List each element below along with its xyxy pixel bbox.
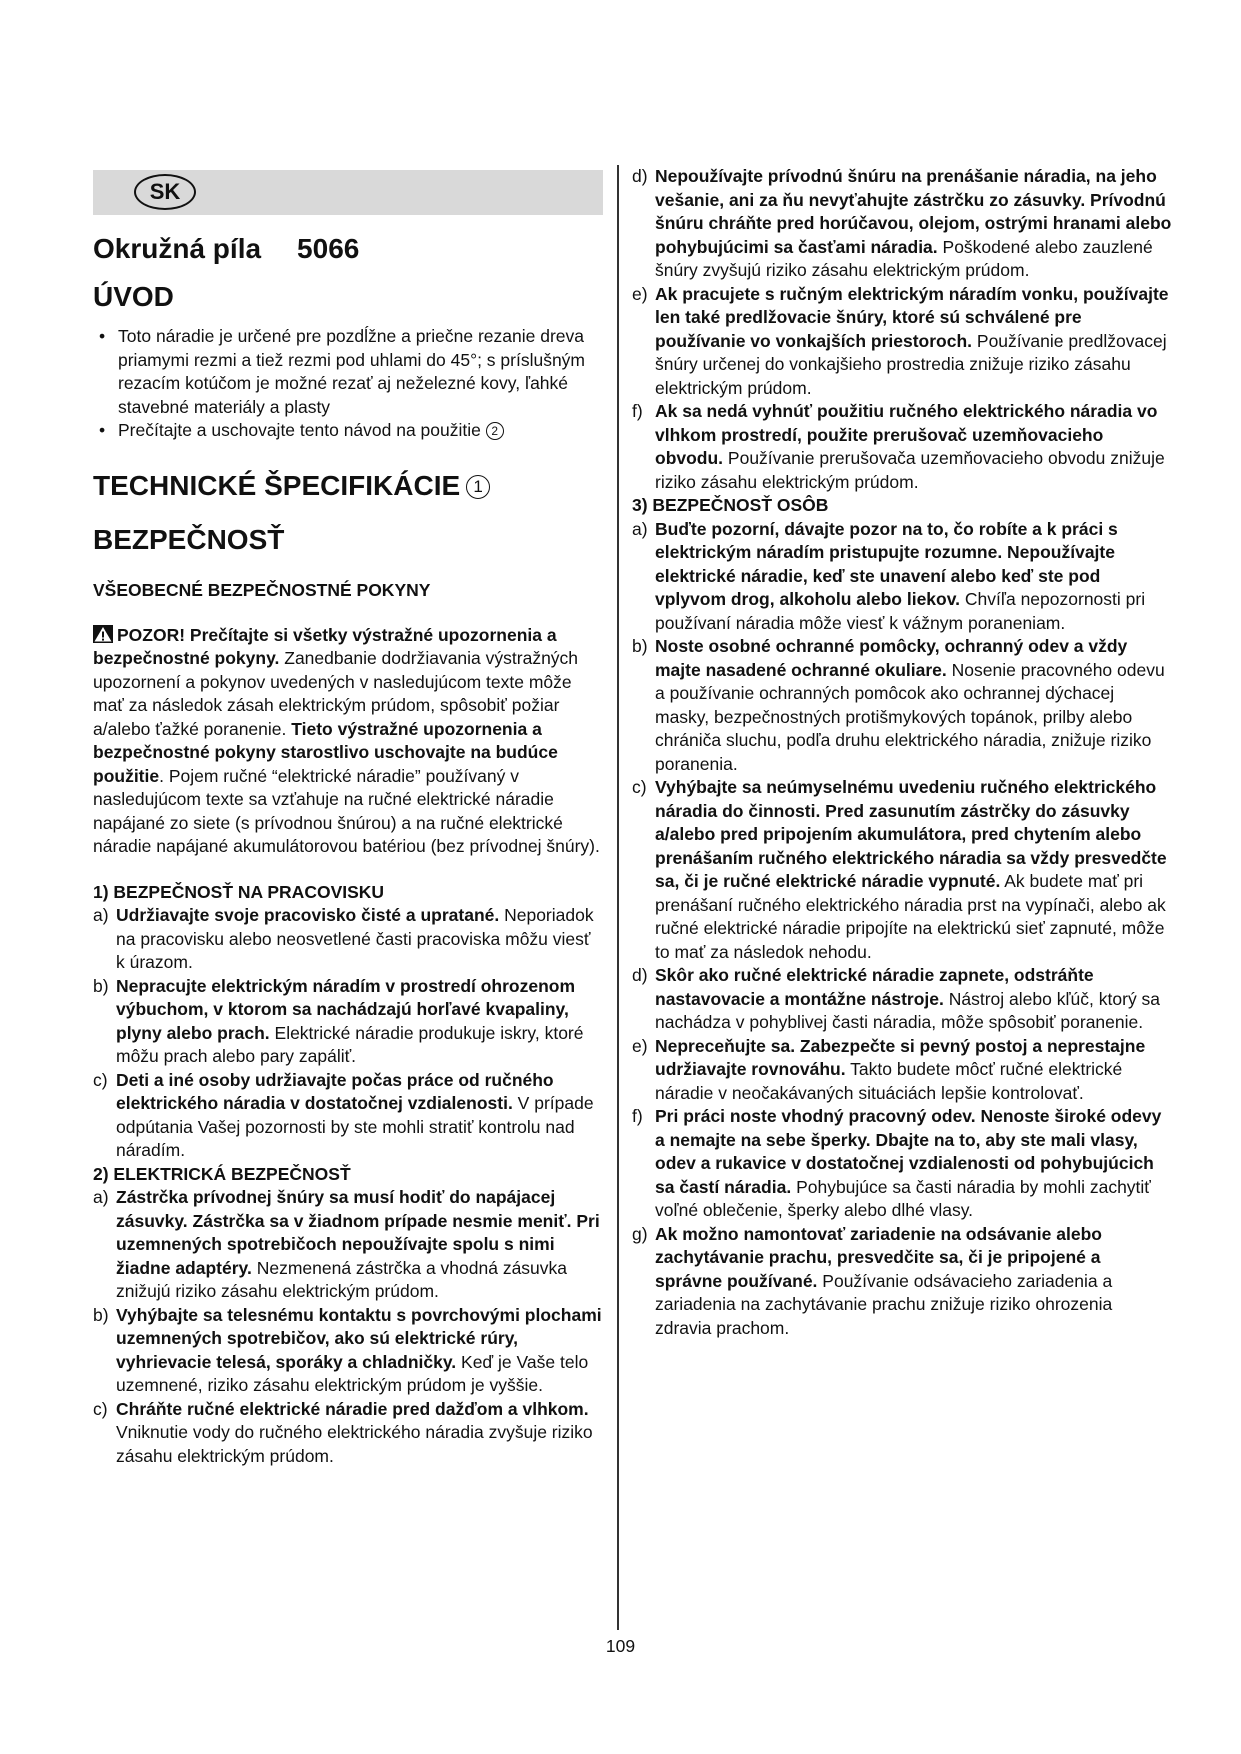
list-item: b) Noste osobné ochranné pomôcky, ochranný odev a vždy majte nasadené ochranné okuliare. Nosenie pracovného odevu a používanie ochranných pomôcok ako ochrannej dýchacej masky, bezpečnostných protišmykových topánok, prilby alebo chrániča sluchu, podľa druhu elektrického náradia, znižuje riziko poranenia. bbox=[632, 636, 1165, 774]
list-item: b) Nepracujte elektrickým náradím v prostredí ohrozenom výbuchom, v ktorom sa nachádzajú horľavé kvapaliny, plyny alebo prach. Elektrické náradie produkuje iskry, ktoré môžu prach alebo pary zapáliť. bbox=[93, 975, 584, 1066]
general-safety-heading: VŠEOBECNÉ BEZPEČNOSTNÉ POKYNY bbox=[93, 579, 431, 600]
list-item: e) Nepreceňujte sa. Zabezpečte si pevný postoj a neprestajne udržiavajte rovnováhu. Takto budete môcť ručné elektrické náradie v neočakávaných situáciách lepšie kontrolovať. bbox=[632, 1035, 1146, 1103]
column-divider bbox=[617, 165, 619, 1630]
list-item: d) Skôr ako ručné elektrické náradie zapnete, odstráňte nastavovacie a montážne nástroje. Nástroj alebo kľúč, ktorý sa nachádza v pohyblivej časti náradia, môže spôsobiť poranenie. bbox=[632, 965, 1161, 1032]
left-column bbox=[93, 170, 603, 1468]
product-name: Okružná píla bbox=[93, 233, 262, 264]
list-item: f) Ak sa nedá vyhnúť použitiu ručného elektrického náradia vo vlhkom prostredí, použite prerušovač uzemňovacieho obvodu. Používanie prerušovača uzemňovacieho obvodu znižuje riziko zásahu elektrickým prúdom. bbox=[632, 401, 1165, 492]
language-badge: SK bbox=[134, 174, 196, 210]
list-item: a) Zástrčka prívodnej šnúry sa musí hodiť do napájacej zásuvky. Zástrčka sa v žiadnom prípade nesmie meniť. Pri uzemnených spotrebičoch nepoužívajte spolu s nimi žiadne adaptéry. Nezmenená zástrčka a vhodná zásuvka znižujú riziko zásahu elektrickým prúdom. bbox=[93, 1187, 600, 1301]
list-item: c) Vyhýbajte sa neúmyselnému uvedeniu ručného elektrického náradia do činnosti. Pred zasunutím zástrčky do zásuvky a/alebo pred pripojením akumulátora, pred chytením alebo prenášaním ručného elektrického náradia sa vždy presvedčte sa, či je ručné elektrické náradie vypnuté. Ak budete mať pri prenášaní ručného elektrického náradia prst na vypínači, alebo ak ručné elektrické náradie pripojíte na elektrickú sieť zapnuté, môže to mať za následok nehodu. bbox=[632, 777, 1167, 962]
warning-triangle-icon bbox=[93, 625, 113, 643]
safety-heading: BEZPEČNOSŤ bbox=[93, 523, 285, 555]
intro-bullet: • Prečítajte a uschovajte tento návod na použitie 2 bbox=[93, 419, 603, 443]
list-item: d) Nepoužívajte prívodnú šnúru na prenášanie náradia, na jeho vešanie, ani za ňu nevyťahujte zástrčku zo zásuvky. Prívodnú šnúru chráňte pred horúčavou, olejom, ostrými hranami alebo pohybujúcimi sa časťami náradia. Poškodené alebo zauzlené šnúry zvyšujú riziko zásahu elektrickým prúdom. bbox=[632, 166, 1172, 280]
section-heading: 1) BEZPEČNOSŤ NA PRACOVISKU bbox=[93, 881, 385, 902]
warning-paragraph: POZOR! Prečítajte si všetky výstražné upozornenia a bezpečnostné pokyny. Zanedbanie dodržiavania výstražných upozornení a pokynov uvedených v nasledujúcom texte môže mať za následok zásah elektrickým prúdom, spôsobiť požiar a/alebo ťažké poranenie. Tieto výstražné upozornenia a bezpečnostné pokyny starostlivo uschovajte na budúce použitie. Pojem ručné “elektrické náradie” používaný v nasledujúcom texte sa vzťahuje na ručné elektrické náradie napájané zo siete (s prívodnou šnúrou) a na ručné elektrické náradie napájané akumulátorovou batériou (bez prívodnej šnúry). bbox=[93, 624, 600, 856]
section-heading: 2) ELEKTRICKÁ BEZPEČNOSŤ bbox=[93, 1163, 351, 1184]
intro-heading: ÚVOD bbox=[93, 281, 174, 312]
list-item: a) Udržiavajte svoje pracovisko čisté a upratané. Neporiadok na pracovisku alebo neosvetlené časti pracoviska môžu viesť k úrazom. bbox=[93, 905, 594, 972]
list-item: a) Buďte pozorní, dávajte pozor na to, čo robíte a k práci s elektrickým náradím pristupujte rozumne. Nepoužívajte elektrické náradie, keď ste unavení alebo keď ste pod vplyvom drog, alkoholu alebo liekov. Chvíľa nepozornosti pri používaní náradia môže viesť k vážnym poraneniam. bbox=[632, 518, 1146, 633]
list-item: e) Ak pracujete s ručným elektrickým náradím vonku, používajte len také predlžovacie šnúry, ktoré sú schválené pre používanie vo vonkajších priestoroch. Používanie predlžovacej šnúry určenej do vonkajšieho prostredia znižuje riziko zásahu elektrickým prúdom. bbox=[632, 283, 1169, 398]
list-item: c) Deti a iné osoby udržiavajte počas práce od ručného elektrického náradia v dostatočnej vzdialenosti. V prípade odpútania Vašej pozornosti by ste mohli stratiť kontrolu nad náradím. bbox=[93, 1069, 594, 1160]
figure-ref-badge: 1 bbox=[466, 475, 490, 499]
section-heading: 3) BEZPEČNOSŤ OSÔB bbox=[632, 495, 829, 515]
list-item: g) Ak možno namontovať zariadenie na odsávanie alebo zachytávanie prachu, presvedčite sa, či je pripojené a správne používané. Používanie odsávacieho zariadenia a zariadenia na zachytávanie prachu znižuje riziko ohrozenia zdravia prachom. bbox=[632, 1223, 1113, 1338]
page-number: 109 bbox=[605, 1636, 636, 1656]
list-item: f) Pri práci noste vhodný pracovný odev. Nenoste široké odevy a nemajte na sebe šperky. Dbajte na to, aby ste mali vlasy, odev a rukavice v dostatočnej vzdialenosti od pohybujúcich sa častí náradia. Pohybujúce sa časti náradia by mohli zachytiť voľné oblečenie, šperky alebo dlhé vlasy. bbox=[632, 1106, 1162, 1220]
intro-bullet-list bbox=[93, 325, 603, 443]
language-band bbox=[93, 170, 603, 215]
product-model: 5066 bbox=[297, 233, 360, 264]
list-item: b) Vyhýbajte sa telesnému kontaktu s povrchovými plochami uzemnených spotrebičov, ako sú elektrické rúry, vyhrievacie telesá, sporáky a chladničky. Keď je Vaše telo uzemnené, riziko zásahu elektrickým prúdom je vyššie. bbox=[93, 1304, 602, 1395]
intro-bullet: • Toto náradie je určené pre pozdĺžne a priečne rezanie dreva priamymi rezmi a tiež rezmi pod uhlami do 45°; s príslušným rezacím kotúčom je možné rezať aj neželezné kovy, ľahké stavebné materiály a plasty bbox=[93, 325, 603, 419]
tech-spec-heading: TECHNICKÉ ŠPECIFIKÁCIE 1 bbox=[93, 469, 603, 503]
product-title bbox=[93, 232, 603, 266]
figure-ref-badge: 2 bbox=[486, 422, 504, 440]
list-item: c) Chráňte ručné elektrické náradie pred dažďom a vlhkom. Vniknutie vody do ručného elektrického náradia zvyšuje riziko zásahu elektrickým prúdom. bbox=[93, 1398, 593, 1466]
right-column bbox=[632, 165, 1172, 1340]
